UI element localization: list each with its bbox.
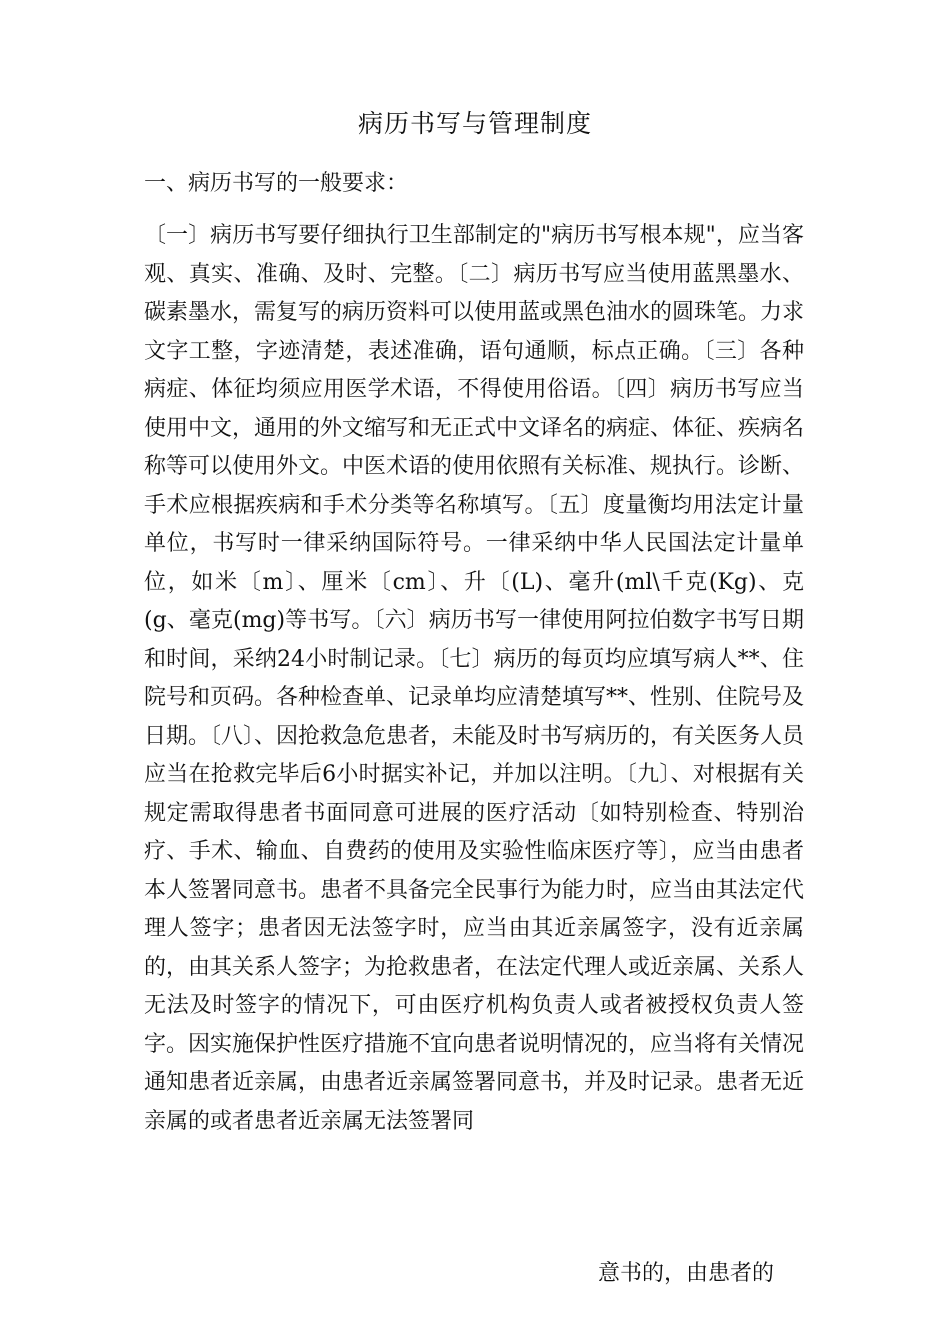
section-heading: 一、病历书写的一般要求： — [144, 171, 409, 196]
body-paragraph: 〔一〕病历书写要仔细执行卫生部制定的"病历书写根本规"，应当客观、真实、准确、及时、完整。〔二〕病历书写应当使用蓝黑墨水、碳素墨水，需复写的病历资料可以使用蓝或黑色油水的圆珠笔。力求文字工整，字迹清楚，表述准确，语句通顺，标点正确。〔三〕各种病症、体征均须应用医学术语，不得使用俗语。〔四〕病历书写应当使用中文，通用的外文缩写和无正式中文译名的病症、体征、疾病名称等可以使用外文。中医术语的使用依照有关标准、规执行。诊断、手术应根据疾病和手术分类等名称填写。〔五〕度量衡均用法定计量单位，书写时一律采纳国际符号。一律采纳中华人民国法定计量单位，如米〔m〕、厘米〔cm〕、升〔(L)、毫升(ml\千克(Kg)、克(g、毫克(mg)等书写。〔六〕病历书写一律使用阿拉伯数字书写日期和时间，采纳24小时制记录。〔七〕病历的每页均应填写病人**、住院号和页码。各种检查单、记录单均应清楚填写**、性别、住院号及日期。〔八〕、因抢救急危患者，未能及时书写病历的，有关医务人员应当在抢救完毕后6小时据实补记，并加以注明。〔九〕、对根据有关规定需取得患者书面同意可进展的医疗活动〔如特别检查、特别治疗、手术、输血、自费药的使用及实验性临床医疗等〕，应当由患者本人签署同意书。患者不具备完全民事行为能力时，应当由其法定代理人签字；患者因无法签字时，应当由其近亲属签字，没有近亲属的，由其关系人签字；为抢救患者，在法定代理人或近亲属、关系人无法及时签字的情况下，可由医疗机构负责人或者被授权负责人签字。因实施保护性医疗措施不宜向患者说明情况的，应当将有关情况通知患者近亲属，由患者近亲属签署同意书，并及时记录。患者无近亲属的或者患者近亲属无法签署同 — [144, 223, 805, 1134]
document-title: 病历书写与管理制度 — [357, 109, 592, 138]
continuation-text: 意书的，由患者的 — [598, 1261, 775, 1286]
